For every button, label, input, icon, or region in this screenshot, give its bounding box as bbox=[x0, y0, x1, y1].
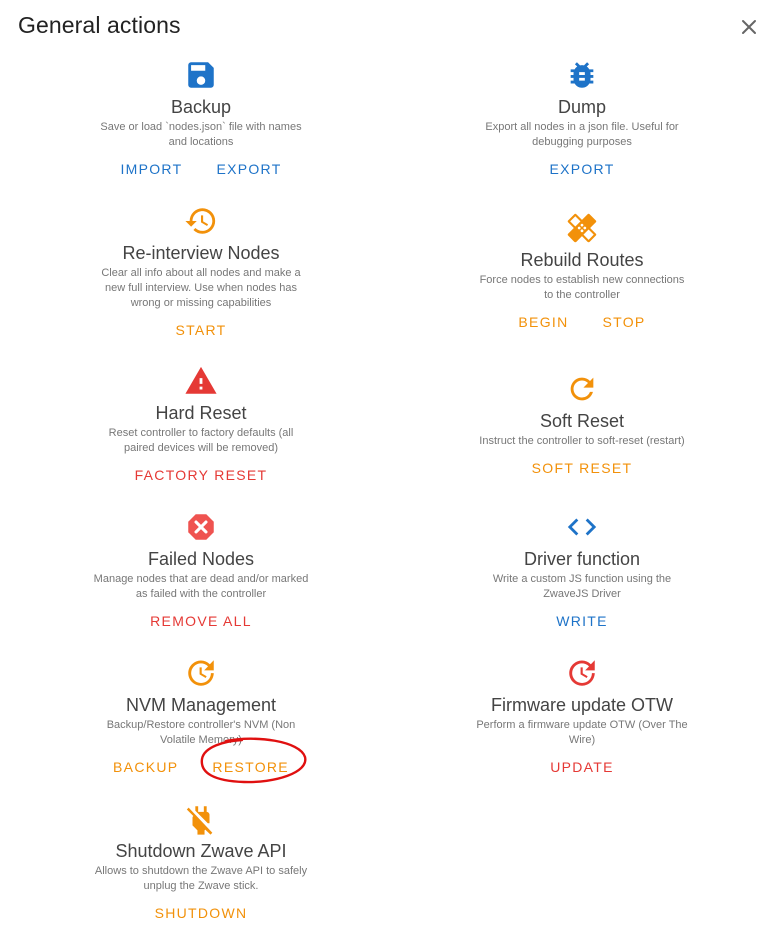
cancel-octagon-icon bbox=[184, 510, 218, 544]
action-hard-reset bbox=[71, 364, 331, 485]
action-name: Firmware update OTW bbox=[490, 695, 674, 715]
action-description: Clear all info about all nodes and make a new full interview. Use when nodes has wrong or missing capabilities bbox=[101, 267, 301, 309]
action-name: Soft Reset bbox=[539, 411, 625, 431]
action-name: Backup bbox=[170, 97, 232, 117]
shutdown-button[interactable]: SHUTDOWN bbox=[154, 905, 248, 921]
backup-button[interactable]: BACKUP bbox=[113, 759, 179, 775]
save-icon bbox=[184, 58, 218, 92]
action-description: Force nodes to establish new connections to the controller bbox=[479, 274, 685, 301]
action-description: Instruct the controller to soft-reset (restart) bbox=[479, 435, 685, 447]
stop-button[interactable]: STOP bbox=[602, 314, 646, 330]
action-nvm-management bbox=[71, 656, 331, 777]
history-icon bbox=[184, 204, 218, 238]
start-button[interactable]: START bbox=[175, 322, 227, 338]
healing-icon bbox=[565, 211, 599, 245]
code-icon bbox=[565, 510, 599, 544]
action-description: Reset controller to factory defaults (all paired devices will be removed) bbox=[108, 427, 294, 454]
dialog-title: General actions bbox=[18, 12, 181, 38]
action-description: Perform a firmware update OTW (Over The Wire) bbox=[476, 719, 688, 746]
action-dump bbox=[452, 58, 712, 179]
action-rebuild-routes bbox=[452, 211, 712, 332]
action-name: Driver function bbox=[523, 549, 641, 569]
action-name: Hard Reset bbox=[155, 403, 247, 423]
export-button[interactable]: EXPORT bbox=[549, 161, 615, 177]
power-plug-off-icon bbox=[184, 802, 218, 836]
action-firmware-update bbox=[452, 656, 712, 777]
action-name: Rebuild Routes bbox=[520, 250, 644, 270]
action-driver-function bbox=[452, 510, 712, 631]
close-icon bbox=[741, 19, 757, 35]
action-description: Export all nodes in a json file. Useful for debugging purposes bbox=[485, 121, 679, 148]
write-button[interactable]: WRITE bbox=[556, 613, 608, 629]
close-button[interactable] bbox=[736, 14, 762, 40]
action-name: Failed Nodes bbox=[147, 549, 255, 569]
action-description: Save or load `nodes.json` file with names and locations bbox=[100, 121, 302, 148]
factory-reset-button[interactable]: FACTORY RESET bbox=[134, 467, 268, 483]
action-description: Backup/Restore controller's NVM (Non Volatile Memory) bbox=[106, 719, 296, 746]
action-name: Shutdown Zwave API bbox=[115, 841, 287, 861]
update-button[interactable]: UPDATE bbox=[550, 759, 614, 775]
action-soft-reset bbox=[452, 372, 712, 478]
update-icon bbox=[565, 656, 599, 690]
action-name: Dump bbox=[557, 97, 606, 117]
action-backup bbox=[71, 58, 331, 179]
action-reinterview bbox=[71, 204, 331, 340]
action-shutdown bbox=[71, 802, 331, 923]
restore-button[interactable]: RESTORE bbox=[212, 759, 289, 775]
action-description: Write a custom JS function using the ZwaveJS Driver bbox=[492, 573, 672, 600]
bug-icon bbox=[565, 58, 599, 92]
action-failed-nodes bbox=[71, 510, 331, 631]
remove-all-button[interactable]: REMOVE ALL bbox=[150, 613, 252, 629]
action-name: Re-interview Nodes bbox=[122, 243, 280, 263]
action-description: Allows to shutdown the Zwave API to safely unplug the Zwave stick. bbox=[94, 865, 308, 892]
import-button[interactable]: IMPORT bbox=[120, 161, 183, 177]
soft-reset-button[interactable]: SOFT RESET bbox=[531, 460, 633, 476]
warning-icon bbox=[184, 364, 218, 398]
export-button[interactable]: EXPORT bbox=[216, 161, 282, 177]
begin-button[interactable]: BEGIN bbox=[518, 314, 569, 330]
action-description: Manage nodes that are dead and/or marked as failed with the controller bbox=[93, 573, 309, 600]
action-name: NVM Management bbox=[125, 695, 277, 715]
update-icon bbox=[184, 656, 218, 690]
refresh-icon bbox=[565, 372, 599, 406]
